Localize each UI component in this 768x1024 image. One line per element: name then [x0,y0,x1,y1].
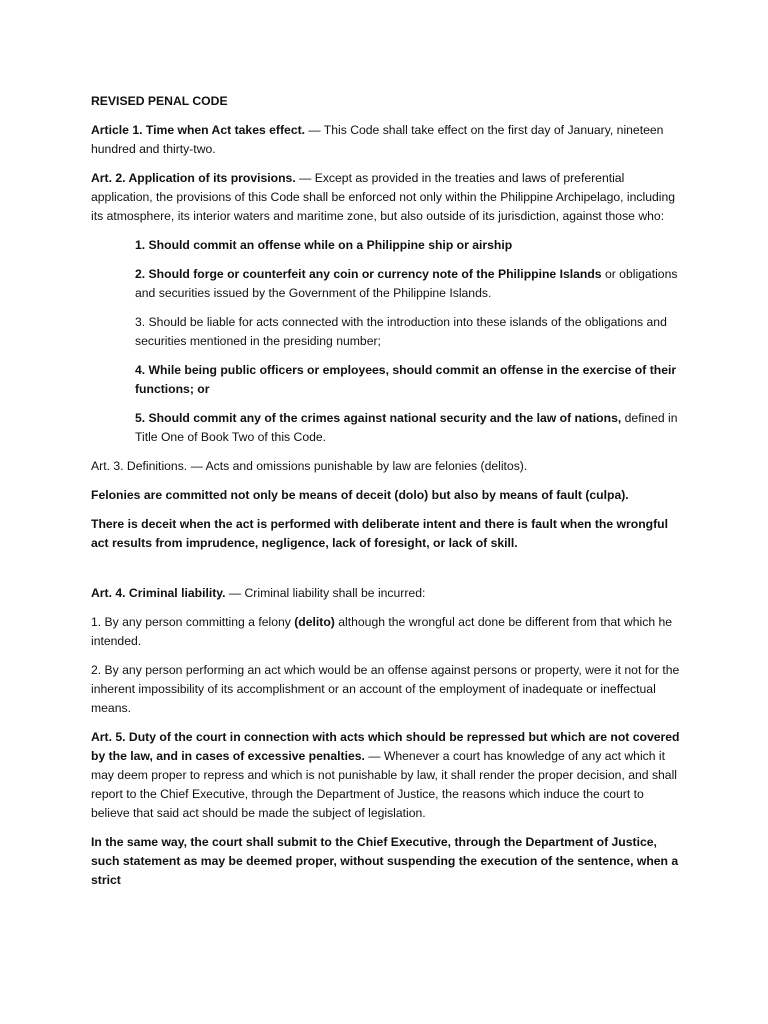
article-5-paragraph-2: In the same way, the court shall submit to the Chief Executive, through the Department of Justice, such statement as may be deemed proper, without suspending the execution of the sentence, when a strict [91,835,679,887]
article-5-text: — Whenever a court has knowledge of any act which it may deem proper to repress and which is not punishable by law, it shall render the proper decision, and shall report to the Chief Executive, through the Department of Justice, the reasons which induce the court to believe that said act should be made the subject of legislation. [91,749,678,820]
article-2-heading: Art. 2. Application of its provisions. [91,171,296,185]
article-5 [91,728,683,823]
article-4 [91,584,683,603]
article-2-text: — Except as provided in the treaties and laws of preferential application, the provisions of this Code shall be enforced not only within the Philippine Archipelago, including its atmosphere, its interior waters and maritime zone, but also outside of its jurisdiction, against those who: [91,171,676,223]
article-4-text: — Criminal liability shall be incurred: [225,586,426,600]
article-1-text: — This Code shall take effect on the first day of January, nineteen hundred and thirty-two. [91,123,664,156]
article-3-heading: Art. 3. Definitions. [91,459,188,473]
article-4-item-2: 2. By any person performing an act which would be an offense against persons or property, were it not for the inherent impossibility of its accomplishment or an account of the employment of inadequate or ineffectual means. [91,663,680,715]
article-3-paragraph-2: Felonies are committed not only be means of deceit (dolo) but also by means of fault (culpa). [91,488,629,502]
article-3-text: — Acts and omissions punishable by law are felonies (delitos). [187,459,528,473]
article-1-heading: Article 1. Time when Act takes effect. [91,123,306,137]
article-5-heading: Art. 5. Duty of the court in connection with acts which should be repressed but which are not covered by the law, and in cases of excessive penalties. [91,730,680,763]
article-2-item-1: 1. Should commit an offense while on a Philippine ship or airship [135,238,513,252]
article-2-item-3: 3. Should be liable for acts connected with the introduction into these islands of the obligations and securities mentioned in the presiding number; [135,315,667,348]
article-2-item-4: 4. While being public officers or employees, should commit an offense in the exercise of their functions; or [135,363,677,396]
document-body [91,92,683,900]
article-2-item-5: 5. Should commit any of the crimes against national security and the law of nations, defined in Title One of Book Two of this Code. [135,411,678,444]
article-1 [91,121,683,159]
article-4-item-1: 1. By any person committing a felony (delito) although the wrongful act done be different from that which he intended. [91,615,673,648]
article-3 [91,457,683,476]
section-gap [91,563,683,584]
article-2 [91,169,683,226]
document-title: REVISED PENAL CODE [91,94,228,108]
article-2-item-2: 2. Should forge or counterfeit any coin or currency note of the Philippine Islands or obligations and securities issued by the Government of the Philippine Islands. [135,267,678,300]
article-3-paragraph-3: There is deceit when the act is performed with deliberate intent and there is fault when the wrongful act results from imprudence, negligence, lack of foresight, or lack of skill. [91,517,668,550]
article-4-heading: Art. 4. Criminal liability. [91,586,226,600]
